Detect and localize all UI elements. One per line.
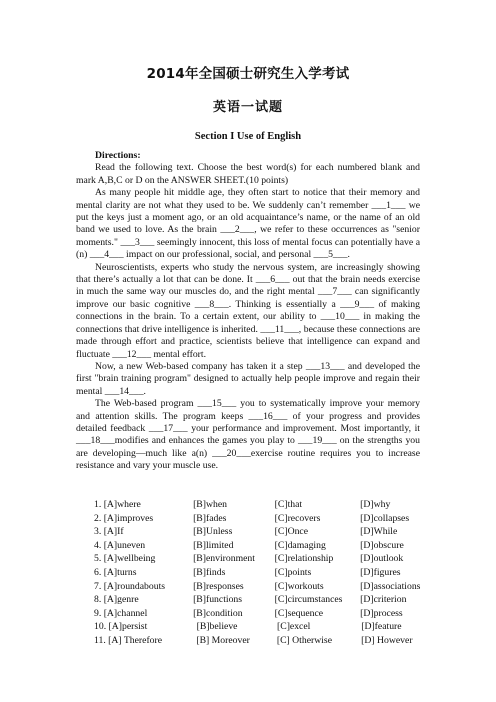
option-d: [D]obscure	[360, 539, 404, 551]
option-b: [B]finds	[193, 566, 226, 578]
option-row	[94, 593, 434, 607]
directions-heading: Directions:	[95, 150, 141, 161]
exam-title: 2014年全国硕士研究生入学考试	[146, 66, 350, 82]
directions-text: Read the following text. Choose the best word(s) for each numbered blank and mark A,B,C or D on the ANSWER SHEET.(10 points)	[76, 162, 420, 186]
option-c: [C]circumstances	[274, 594, 343, 606]
passage-paragraph-1: As many people hit middle age, they often start to notice that their memory and mental clarity are not what they used to be. We suddenly can’t remember ___1___ we put the keys just a moment ago, or an old acquaintance’s name, or the name of an old band we used to love. As the brain ___2___, we refer to these occurrences as "senior moments." ___3___ seemingly innocent, this loss of mental focus can potentially have a (n) ___4___ impact on our professional, social, and personal ___5___.	[76, 187, 420, 261]
passage-paragraph-3: Now, a new Web-based company has taken it a step ___13___ and developed the first "brain training program" designed to actually help people improve and regain their mental ___14___.	[76, 360, 420, 397]
option-number: 6.	[94, 566, 102, 578]
option-a: [A]roundabouts	[103, 580, 166, 592]
option-b: [B]believe	[196, 621, 238, 633]
option-b: [B]condition	[193, 607, 243, 619]
option-row	[94, 525, 434, 539]
option-d: [D]why	[360, 499, 391, 510]
option-a: [A]If	[103, 526, 124, 538]
option-c: [C]points	[274, 566, 312, 578]
option-b: [B]functions	[193, 594, 243, 606]
option-c: [C]sequence	[274, 607, 324, 619]
option-c: [C]relationship	[274, 553, 334, 565]
section-heading: Section I Use of English	[194, 131, 302, 142]
option-c: [C]recovers	[274, 512, 321, 524]
option-number: 4.	[94, 539, 102, 551]
option-d: [D]process	[360, 607, 403, 619]
option-d: [D]outlook	[360, 553, 404, 565]
option-d: [D]criterion	[360, 594, 407, 606]
option-number: 2.	[94, 512, 102, 524]
option-number: 7.	[94, 580, 102, 592]
option-c: [C]damaging	[274, 539, 326, 551]
option-c: [C]workouts	[274, 580, 324, 592]
option-a: [A]wellbeing	[103, 553, 156, 565]
passage-paragraph-2: Neuroscientists, experts who study the nervous system, are increasingly showing that there’s actually a lot that can be done. It ___6___ out that the brain needs exercise in much the same way our muscles do, and the right mental ___7___ can significantly improve our basic cognitive ___8___. Thinking is essentially a ___9___ of making connections in the brain. To a certain extent, our ability to ___10___ in making the connections that drive intelligence is inherited. ___11___, because these connections are made through effort and practice, scientists believe that intelligence can expand and fluctuate ___12___ mental effort.	[76, 261, 420, 360]
option-c: [C]Once	[274, 526, 309, 538]
option-a: [A]genre	[103, 594, 139, 606]
option-number: 5.	[94, 553, 102, 565]
option-d: [D]feature	[361, 621, 402, 633]
option-d: [D]collapses	[360, 512, 410, 524]
option-number: 10.	[94, 621, 107, 633]
option-b: [B]limited	[193, 539, 234, 551]
exam-body	[76, 150, 420, 473]
option-number: 11.	[94, 634, 106, 646]
option-number: 3.	[94, 526, 102, 538]
answer-options	[94, 498, 434, 648]
option-row	[94, 512, 434, 526]
option-row	[94, 620, 434, 634]
option-d: [D]figures	[360, 566, 401, 578]
option-a: [A]persist	[108, 621, 148, 633]
option-b: [B]Unless	[193, 526, 233, 538]
option-c: [C] Otherwise	[276, 634, 332, 646]
option-c: [C]that	[274, 499, 303, 510]
option-b: [B]fades	[193, 512, 227, 524]
option-number: 9.	[94, 607, 102, 619]
option-number: 8.	[94, 594, 102, 606]
option-c: [C]excel	[277, 621, 311, 633]
option-row	[94, 607, 434, 621]
option-a: [A]where	[103, 499, 141, 510]
option-b: [B]environment	[193, 553, 255, 565]
exam-subtitle: 英语一试题	[212, 100, 283, 115]
option-row	[94, 498, 434, 512]
option-b: [B]responses	[193, 580, 244, 592]
option-d: [D]While	[360, 526, 398, 538]
passage-paragraph-4: The Web-based program ___15___ you to systematically improve your memory and attention skills. The program keeps ___16___ of your progress and provides detailed feedback ___17___ your performance and improvement. Most importantly, it ___18___modifies and enhances the games you play to ___19___ on the strengths you are developing—much like a(n) ___20___exercise routine requires you to increase resistance and vary your muscle use.	[76, 398, 420, 472]
option-a: [A]improves	[103, 512, 154, 524]
option-d: [D]associations	[360, 580, 421, 592]
option-number: 1.	[94, 499, 102, 510]
option-a: [A]turns	[103, 566, 137, 578]
option-row	[94, 580, 434, 594]
option-row	[94, 552, 434, 566]
option-a: [A] Therefore	[108, 634, 163, 646]
option-b: [B]when	[193, 499, 227, 510]
option-a: [A]uneven	[103, 539, 146, 551]
option-b: [B] Moreover	[196, 634, 250, 646]
option-row	[94, 634, 434, 648]
option-row	[94, 539, 434, 553]
option-row	[94, 566, 434, 580]
option-d: [D] However	[361, 634, 413, 646]
option-a: [A]channel	[103, 607, 148, 619]
